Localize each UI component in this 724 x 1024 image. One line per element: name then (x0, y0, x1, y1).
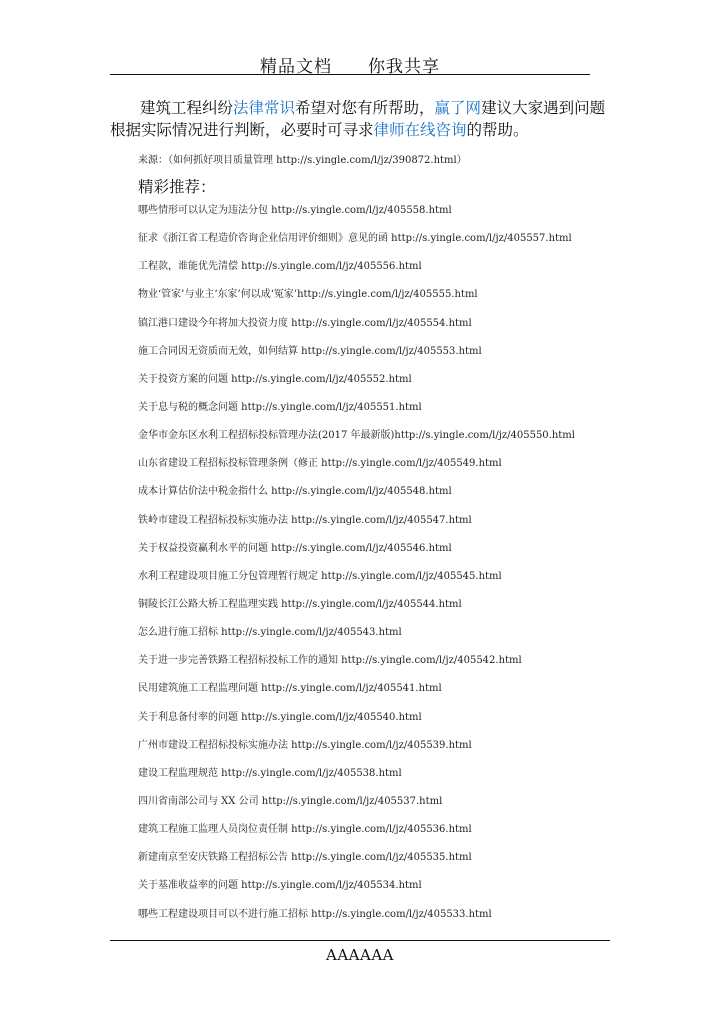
page-footer: AAAAAA (326, 946, 394, 964)
list-item[interactable]: 民用建筑施工工程监理问题 http://s.yingle.com/l/jz/405541.html (138, 683, 442, 695)
intro-paragraph (110, 97, 610, 141)
list-item[interactable]: 水利工程建设项目施工分包管理暂行规定 http://s.yingle.com/l/jz/405545.html (138, 570, 502, 582)
intro-text-1: 建筑工程纠纷 (140, 99, 234, 117)
page-header (110, 52, 590, 77)
list-item[interactable]: 铁岭市建设工程招标投标实施办法 http://s.yingle.com/l/jz/405547.html (138, 514, 472, 526)
list-item[interactable]: 镇江港口建设今年将加大投资力度 http://s.yingle.com/l/jz/405554.html (138, 317, 472, 329)
list-item[interactable]: 山东省建设工程招标投标管理条例（修正 http://s.yingle.com/l/jz/405549.html (138, 458, 502, 470)
list-item[interactable]: 关于基准收益率的问题 http://s.yingle.com/l/jz/405534.html (138, 880, 422, 892)
list-item[interactable]: 关于投资方案的问题 http://s.yingle.com/l/jz/405552.html (138, 373, 412, 385)
list-item[interactable]: 新建南京至安庆铁路工程招标公告 http://s.yingle.com/l/jz/405535.html (138, 852, 472, 864)
list-item[interactable]: 工程款，谁能优先清偿 http://s.yingle.com/l/jz/405556.html (138, 261, 422, 273)
list-item[interactable]: 怎么进行施工招标 http://s.yingle.com/l/jz/405543.html (138, 627, 402, 639)
list-item[interactable]: 征求《浙江省工程造价咨询企业信用评价细则》意见的函 http://s.yingle.com/l/jz/405557.html (138, 233, 572, 245)
list-item[interactable]: 关于利息备付率的问题 http://s.yingle.com/l/jz/405540.html (138, 711, 422, 723)
list-item[interactable]: 广州市建设工程招标投标实施办法 http://s.yingle.com/l/jz/405539.html (138, 739, 472, 751)
intro-text-3: 建议大家遇到问题根据实际情况进行判断，必要时可寻求 (110, 99, 606, 139)
list-item[interactable]: 关于进一步完善铁路工程招标投标工作的通知 http://s.yingle.com/l/jz/405542.html (138, 655, 522, 667)
header-left-text: 精品文档 (260, 57, 332, 77)
recommend-heading: 精彩推荐： (138, 178, 216, 196)
list-item[interactable]: 哪些情形可以认定为违法分包 http://s.yingle.com/l/jz/405558.html (138, 205, 452, 216)
list-item[interactable]: 四川省南部公司与 XX 公司 http://s.yingle.com/l/jz/405537.html (138, 795, 443, 807)
source-line: 来源：（如何抓好项目质量管理 http://s.yingle.com/l/jz/390872.html） (138, 155, 467, 166)
footer-divider (110, 940, 610, 941)
header-divider (110, 74, 590, 75)
list-item[interactable]: 关于息与税的概念问题 http://s.yingle.com/l/jz/405551.html (138, 401, 422, 413)
list-item[interactable]: 铜陵长江公路大桥工程监理实践 http://s.yingle.com/l/jz/405544.html (138, 598, 462, 610)
list-item[interactable]: 成本计算估价法中税金指什么 http://s.yingle.com/l/jz/405548.html (138, 486, 452, 498)
intro-text-4: 的帮助。 (466, 121, 529, 139)
legal-knowledge-link[interactable]: 法律常识 (233, 99, 296, 117)
online-lawyer-link[interactable]: 律师在线咨询 (373, 121, 467, 139)
yingle-link[interactable]: 赢了网 (434, 99, 482, 117)
list-item[interactable]: 施工合同因无资质而无效，如何结算 http://s.yingle.com/l/jz/405553.html (138, 345, 482, 357)
list-item[interactable]: 哪些工程建设项目可以不进行施工招标 http://s.yingle.com/l/jz/405533.html (138, 908, 492, 920)
list-item[interactable]: 建设工程监理规范 http://s.yingle.com/l/jz/405538.html (138, 767, 402, 779)
intro-text-2: 希望对您有所帮助， (295, 99, 435, 117)
list-item[interactable]: 金华市金东区水利工程招标投标管理办法(2017 年最新版)http://s.yingle.com/l/jz/405550.html (138, 430, 575, 442)
header-right-text: 你我共享 (368, 57, 440, 77)
list-item[interactable]: 物业‘管家’与业主‘东家’何以成‘冤家’http://s.yingle.com/l/jz/405555.html (138, 289, 478, 301)
list-item[interactable]: 关于权益投资赢利水平的问题 http://s.yingle.com/l/jz/405546.html (138, 542, 452, 554)
list-item[interactable]: 建筑工程施工监理人员岗位责任制 http://s.yingle.com/l/jz/405536.html (138, 824, 472, 836)
recommend-list (138, 204, 575, 936)
